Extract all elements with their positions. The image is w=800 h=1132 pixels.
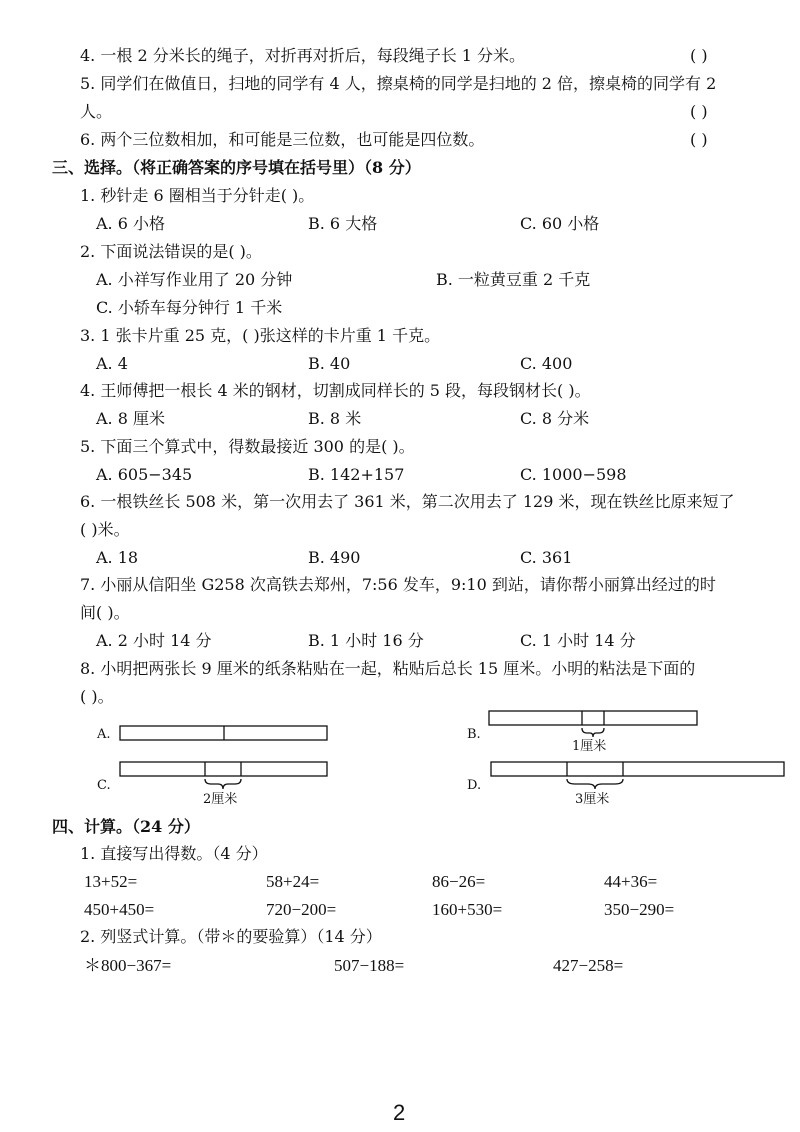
option-d-strip-bar	[491, 762, 784, 776]
section-3-heading: 三、选择。（将正确答案的序号填在括号里）（8 分）	[52, 158, 421, 177]
choice-q8-stem-cont: ( )。	[80, 687, 114, 706]
choice-q6-option-a: A. 18	[96, 548, 139, 567]
calc-item: 86−26=	[432, 872, 486, 891]
tf-question-4: 4. 一根 2 分米长的绳子，对折再对折后，每段绳子长 1 分米。	[80, 46, 526, 65]
choice-q3-stem: 3. 1 张卡片重 25 克，( )张这样的卡片重 1 千克。	[80, 326, 441, 345]
tf-question-5: 5. 同学们在做值日，扫地的同学有 4 人，擦桌椅的同学是扫地的 2 倍，擦桌椅的同学有 2	[80, 74, 717, 93]
choice-q2-stem: 2. 下面说法错误的是( )。	[80, 242, 262, 261]
choice-q3-option-c: C. 400	[520, 354, 573, 373]
vertical-calc-item: ＊800−367=	[84, 956, 172, 975]
option-b-brace	[582, 728, 604, 737]
choice-q5-option-c: C. 1000−598	[520, 465, 627, 484]
page-number: 2	[393, 1100, 406, 1125]
choice-q7-option-c: C. 1 小时 14 分	[520, 631, 636, 650]
choice-q1-option-b: B. 6 大格	[308, 214, 378, 233]
choice-q2-option-b: B. 一粒黄豆重 2 千克	[436, 270, 591, 289]
choice-q6-option-b: B. 490	[308, 548, 361, 567]
calc-part-1-heading: 1. 直接写出得数。（4 分）	[80, 844, 268, 863]
calc-item: 350−290=	[604, 900, 675, 919]
choice-q4-option-c: C. 8 分米	[520, 409, 590, 428]
choice-q5-stem: 5. 下面三个算式中，得数最接近 300 的是( )。	[80, 437, 415, 456]
choice-q7-stem-cont: 间( )。	[80, 603, 130, 622]
answer-paren[interactable]: ( )	[690, 102, 708, 121]
option-c-strips	[120, 762, 327, 789]
choice-q1-option-a: A. 6 小格	[96, 214, 165, 233]
option-b-strip-bar	[489, 711, 697, 725]
option-a-strips	[120, 726, 327, 740]
choice-q1-stem: 1. 秒针走 6 圈相当于分针走( )。	[80, 186, 315, 205]
choice-q4-option-a: A. 8 厘米	[96, 409, 165, 428]
option-c-strip-bar	[120, 762, 327, 776]
option-b-label: B.	[467, 727, 481, 742]
choice-q6-option-c: C. 361	[520, 548, 573, 567]
choice-q2-option-c: C. 小轿车每分钟行 1 千米	[96, 298, 283, 317]
option-d-label: D.	[467, 778, 482, 793]
calc-item: 450+450=	[84, 900, 155, 919]
answer-paren[interactable]: ( )	[690, 46, 708, 65]
answer-paren[interactable]: ( )	[690, 130, 708, 149]
choice-q2-option-a: A. 小祥写作业用了 20 分钟	[96, 270, 293, 289]
vertical-calc-item: 507−188=	[334, 956, 405, 975]
tf-question-6: 6. 两个三位数相加，和可能是三位数，也可能是四位数。	[80, 130, 485, 149]
calc-item: 720−200=	[266, 900, 337, 919]
option-c-label: C.	[97, 778, 111, 793]
choice-q1-option-c: C. 60 小格	[520, 214, 600, 233]
calc-part-2-heading: 2. 列竖式计算。（带＊的要验算）（14 分）	[80, 927, 382, 946]
section-4-heading: 四、计算。（24 分）	[52, 817, 200, 836]
tf-question-5-cont: 人。	[80, 102, 113, 121]
choice-q6-stem-cont: ( )米。	[80, 520, 130, 539]
choice-q7-stem: 7. 小丽从信阳坐 G258 次高铁去郑州，7:56 发车，9:10 到站，请你帮小丽算出经过的时	[80, 575, 716, 594]
choice-q5-option-b: B. 142+157	[308, 465, 405, 484]
calc-item: 44+36=	[604, 872, 658, 891]
choice-q3-option-b: B. 40	[308, 354, 351, 373]
option-c-overlap-label: 2厘米	[203, 792, 238, 807]
calc-item: 58+24=	[266, 872, 320, 891]
choice-q4-stem: 4. 王师傅把一根长 4 米的钢材，切割成同样长的 5 段，每段钢材长( )。	[80, 381, 591, 400]
choice-q8-stem: 8. 小明把两张长 9 厘米的纸条粘贴在一起，粘贴后总长 15 厘米。小明的粘法是下面的	[80, 659, 696, 678]
choice-q6-stem: 6. 一根铁丝长 508 米，第一次用去了 361 米，第二次用去了 129 米，现在铁丝比原来短了	[80, 492, 735, 511]
option-c-brace	[205, 779, 241, 789]
option-d-strips	[491, 762, 784, 789]
option-b-overlap-label: 1厘米	[572, 739, 607, 754]
option-b-strips	[489, 711, 697, 737]
choice-q5-option-a: A. 605−345	[96, 465, 193, 484]
calc-item: 13+52=	[84, 872, 138, 891]
calc-item: 160+530=	[432, 900, 503, 919]
choice-q7-option-a: A. 2 小时 14 分	[96, 631, 212, 650]
option-d-overlap-label: 3厘米	[575, 792, 610, 807]
vertical-calc-item: 427−258=	[553, 956, 624, 975]
option-d-brace	[567, 779, 623, 789]
option-a-label: A.	[97, 727, 111, 742]
choice-q7-option-b: B. 1 小时 16 分	[308, 631, 424, 650]
choice-q4-option-b: B. 8 米	[308, 409, 362, 428]
choice-q3-option-a: A. 4	[96, 354, 128, 373]
